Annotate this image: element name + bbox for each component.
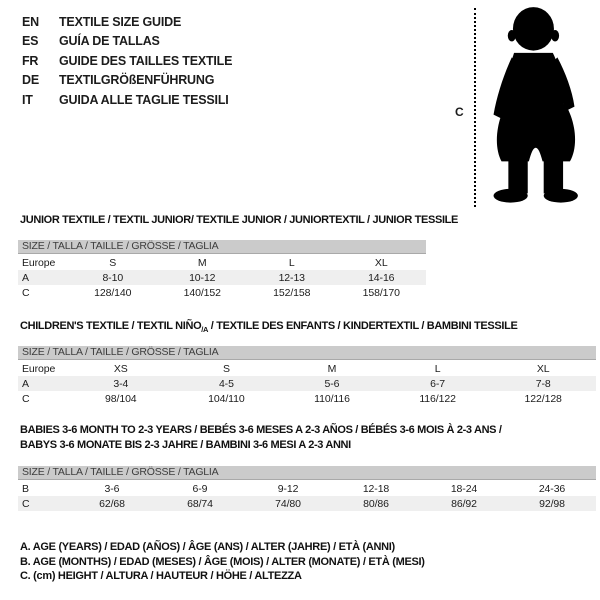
row-label-cell: C: [22, 392, 30, 405]
babies-title-line2: BABYS 3-6 MONATE BIS 2-3 JAHRE / BAMBINI 3-6 MESI A 2-3 ANNI: [20, 439, 351, 451]
lang-label: GUIDE DES TAILLES TEXTILE: [59, 53, 233, 68]
size-cell: 98/104: [105, 392, 137, 405]
lang-row-fr: [22, 52, 232, 71]
lang-row-es: [22, 32, 232, 51]
size-cell: 128/140: [94, 286, 132, 299]
footnote-age-years: A. AGE (YEARS) / EDAD (AÑOS) / ÂGE (ANS) / ALTER (JAHRE) / ETÀ (ANNI): [20, 541, 395, 553]
footnote-height: C. (cm) HEIGHT / ALTURA / HAUTEUR / HÖHE / ALTEZZA: [20, 570, 302, 583]
lang-code: EN: [22, 15, 39, 29]
size-cell: 3-4: [113, 377, 129, 390]
row-label-cell: C: [22, 497, 30, 510]
lang-label: TEXTILE SIZE GUIDE: [59, 15, 182, 29]
size-cell: 4-5: [218, 377, 234, 390]
size-cell: L: [288, 256, 295, 269]
size-cell: XL: [374, 256, 388, 269]
size-header-bar: SIZE / TALLA / TAILLE / GRÖSSE / TAGLIA: [18, 346, 596, 360]
table-row-age-months: [18, 481, 596, 496]
lang-row-de: [22, 71, 232, 90]
size-cell: 158/170: [362, 286, 400, 299]
size-header-bar: SIZE / TALLA / TAILLE / GRÖSSE / TAGLIA: [18, 466, 596, 480]
children-title-post: / TEXTILE DES ENFANTS / KINDERTEXTIL / BAMBINI TESSILE: [208, 320, 518, 332]
children-size-table: [18, 346, 596, 406]
row-label-cell: B: [22, 482, 29, 495]
lang-code: ES: [22, 34, 39, 49]
children-title-pre: CHILDREN'S TEXTILE / TEXTIL NIÑO: [20, 320, 202, 332]
size-cell: M: [197, 256, 207, 269]
size-cell: 110/116: [314, 392, 350, 405]
size-cell: 62/68: [99, 497, 125, 510]
size-cell: 92/98: [539, 497, 565, 510]
table-row-europe: [18, 255, 426, 270]
row-label-cell: Europe: [22, 362, 56, 375]
size-cell: XL: [536, 362, 550, 375]
table-row-europe: [18, 361, 596, 376]
babies-title-line1: BABIES 3-6 MONTH TO 2-3 YEARS / BEBÉS 3-6 MESES A 2-3 AÑOS / BÉBÉS 3-6 MOIS À 2-3 ANS /: [20, 424, 502, 436]
lang-row-it: [22, 91, 232, 110]
lang-label: TEXTILGRÖßENFÜHRUNG: [59, 73, 215, 88]
size-cell: 24-36: [538, 482, 566, 495]
lang-code: DE: [22, 73, 39, 88]
size-cell: 9-12: [277, 482, 299, 495]
size-cell: 116/122: [419, 392, 456, 405]
lang-code: IT: [22, 92, 33, 107]
children-section-title: [20, 319, 517, 337]
size-cell: 152/158: [273, 286, 311, 299]
size-cell: 6-7: [430, 377, 446, 390]
size-cell: 68/74: [187, 497, 213, 510]
size-cell: 74/80: [275, 497, 301, 510]
row-label-cell: C: [22, 286, 30, 299]
footnote-age-months: B. AGE (MONTHS) / EDAD (MESES) / ÂGE (MOIS) / ALTER (MONATE) / ETÀ (MESI): [20, 555, 425, 568]
height-measure-dotted-line: [474, 8, 476, 207]
size-header-bar: SIZE / TALLA / TAILLE / GRÖSSE / TAGLIA: [18, 240, 426, 254]
size-cell: 12-13: [278, 271, 305, 284]
size-cell: XS: [113, 362, 128, 375]
row-label-cell: A: [22, 271, 29, 284]
size-cell: 122/128: [524, 392, 562, 405]
size-cell: 80/86: [363, 497, 389, 510]
size-cell: M: [327, 362, 337, 375]
table-row-height: [18, 285, 426, 300]
size-cell: 8-10: [102, 271, 124, 284]
children-title-subscript: /A: [201, 325, 209, 335]
size-cell: 3-6: [104, 482, 120, 495]
table-row-age: [18, 270, 426, 285]
baby-silhouette: [481, 6, 595, 206]
size-cell: S: [109, 256, 117, 269]
lang-label: GUIDA ALLE TAGLIE TESSILI: [59, 92, 229, 107]
size-cell: 86/92: [451, 497, 477, 510]
table-row-age: [18, 376, 596, 391]
table-row-height: [18, 391, 596, 406]
size-cell: 140/152: [183, 286, 221, 299]
lang-label: GUÍA DE TALLAS: [59, 34, 160, 49]
language-title-list: [22, 13, 232, 110]
size-cell: 104/110: [208, 392, 245, 405]
lang-code: FR: [22, 53, 39, 68]
junior-size-table: [18, 240, 426, 300]
lang-row-en: [22, 13, 232, 32]
size-cell: 6-9: [192, 482, 208, 495]
legend-footnotes: [20, 540, 425, 584]
size-cell: L: [434, 362, 441, 375]
row-label-cell: A: [22, 377, 29, 390]
figure-height-label: C: [455, 105, 464, 119]
junior-section-title: JUNIOR TEXTILE / TEXTIL JUNIOR/ TEXTILE JUNIOR / JUNIORTEXTIL / JUNIOR TESSILE: [20, 214, 459, 226]
babies-section-title: [20, 423, 502, 453]
size-cell: 18-24: [450, 482, 478, 495]
size-cell: 10-12: [189, 271, 216, 284]
row-label-cell: Europe: [22, 256, 56, 269]
size-cell: 7-8: [535, 377, 551, 390]
size-cell: 14-16: [368, 271, 395, 284]
table-row-height: [18, 496, 596, 511]
size-cell: S: [222, 362, 230, 375]
size-cell: 12-18: [362, 482, 390, 495]
babies-size-table: [18, 466, 596, 511]
size-cell: 5-6: [324, 377, 340, 390]
